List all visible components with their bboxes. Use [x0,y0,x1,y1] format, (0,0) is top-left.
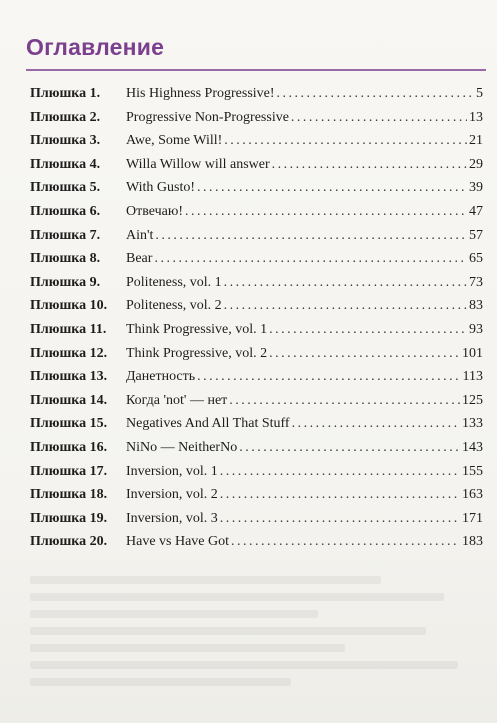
entry-page-number: 65 [469,251,483,267]
page-title: Оглавление [26,34,165,60]
entry-title: With Gusto! [126,180,196,196]
toc-entry-18[interactable] [30,487,483,511]
entry-page-number: 143 [462,439,483,455]
toc-entry-8[interactable] [30,251,483,275]
toc-entry-15[interactable] [30,416,483,440]
entry-page-number: 83 [469,298,483,314]
dot-leader [269,346,460,362]
entry-page-number: 101 [462,345,483,361]
dot-leader [291,110,467,126]
entry-number: Плюшка 1. [30,86,101,101]
entry-number: Плюшка 18. [30,487,108,503]
entry-page-number: 133 [462,416,483,432]
entry-title: Willa Willow will answer [126,156,270,172]
entry-page-number: 113 [462,369,483,385]
entry-title: Когда 'not' — нет [126,392,228,408]
entry-number: Плюшка 10. [30,298,108,314]
dot-leader [185,204,467,220]
entry-title: Inversion, vol. 2 [126,487,218,503]
entry-page-number: 125 [462,392,483,408]
entry-page-number: 93 [469,321,483,337]
entry-number: Плюшка 20. [30,534,108,550]
dot-leader [220,464,460,480]
entry-page-number: 155 [462,463,483,479]
entry-number: Плюшка 2. [30,109,101,125]
entry-title: Progressive Non-Progressive [126,109,289,125]
entry-page-number: 21 [469,133,483,149]
dot-leader [224,133,467,149]
entry-number: Плюшка 4. [30,156,101,172]
entry-title: Politeness, vol. 1 [126,274,222,290]
dot-leader [229,393,460,409]
toc-entry-14[interactable] [30,393,483,417]
entry-number: Плюшка 19. [30,510,108,526]
toc-entry-3[interactable] [30,133,483,157]
entry-title: Inversion, vol. 3 [126,510,218,526]
toc-entry-19[interactable] [30,511,483,535]
entry-title: Ain't [126,227,154,243]
dot-leader [220,487,460,503]
toc-entry-20[interactable] [30,534,483,558]
entry-title: Think Progressive, vol. 1 [126,321,268,337]
entry-page-number: 13 [469,109,483,125]
entry-title: Данетность [126,369,196,385]
entry-title: Awe, Some Will! [126,133,223,149]
entry-page-number: 57 [469,227,483,243]
toc-entry-11[interactable] [30,322,483,346]
dot-leader [155,228,467,244]
entry-page-number: 5 [476,86,483,101]
entry-title: His Highness Progressive! [126,86,275,101]
dot-leader [277,86,471,102]
entry-title: NiNo — NeitherNo [126,439,238,455]
toc-entry-17[interactable] [30,464,483,488]
dot-leader [220,511,460,527]
entry-number: Плюшка 9. [30,274,101,290]
entry-number: Плюшка 15. [30,416,108,432]
entry-page-number: 183 [462,534,483,550]
toc-entry-13[interactable] [30,369,483,393]
toc-entry-12[interactable] [30,346,483,370]
dot-leader [239,440,460,456]
toc-entry-6[interactable] [30,204,483,228]
dot-leader [197,369,460,385]
dot-leader [272,157,467,173]
dot-leader [231,534,460,550]
entry-page-number: 29 [469,156,483,172]
entry-page-number: 171 [462,510,483,526]
show-through-from-reverse-page [30,576,480,716]
toc-entry-9[interactable] [30,275,483,299]
dot-leader [197,180,467,196]
dot-leader [269,322,467,338]
toc-entry-4[interactable] [30,157,483,181]
toc-entry-10[interactable] [30,298,483,322]
entry-number: Плюшка 7. [30,227,101,243]
entry-number: Плюшка 17. [30,463,108,479]
entry-title: Think Progressive, vol. 2 [126,345,268,361]
entry-title: Bear [126,251,153,267]
entry-page-number: 73 [469,274,483,290]
entry-title: Inversion, vol. 1 [126,463,218,479]
toc-entry-5[interactable] [30,180,483,204]
table-of-contents [30,86,483,558]
entry-title: Politeness, vol. 2 [126,298,222,314]
entry-title: Отвечаю! [126,203,183,219]
entry-number: Плюшка 14. [30,392,108,408]
entry-title: Have vs Have Got [126,534,230,550]
entry-title: Negatives And All That Stuff [126,416,290,432]
dot-leader [292,416,460,432]
entry-number: Плюшка 13. [30,369,108,385]
entry-number: Плюшка 6. [30,203,101,219]
toc-entry-16[interactable] [30,440,483,464]
entry-number: Плюшка 12. [30,345,108,361]
toc-entry-7[interactable] [30,228,483,252]
dot-leader [224,275,467,291]
entry-page-number: 39 [469,180,483,196]
title-underline [26,69,486,71]
entry-number: Плюшка 5. [30,180,101,196]
toc-entry-1[interactable] [30,86,483,110]
entry-page-number: 163 [462,487,483,503]
dot-leader [224,298,467,314]
entry-number: Плюшка 16. [30,439,108,455]
entry-page-number: 47 [469,203,483,219]
toc-entry-2[interactable] [30,110,483,134]
dot-leader [154,251,467,267]
entry-number: Плюшка 8. [30,251,101,267]
entry-number: Плюшка 3. [30,133,101,149]
entry-number: Плюшка 11. [30,321,107,337]
